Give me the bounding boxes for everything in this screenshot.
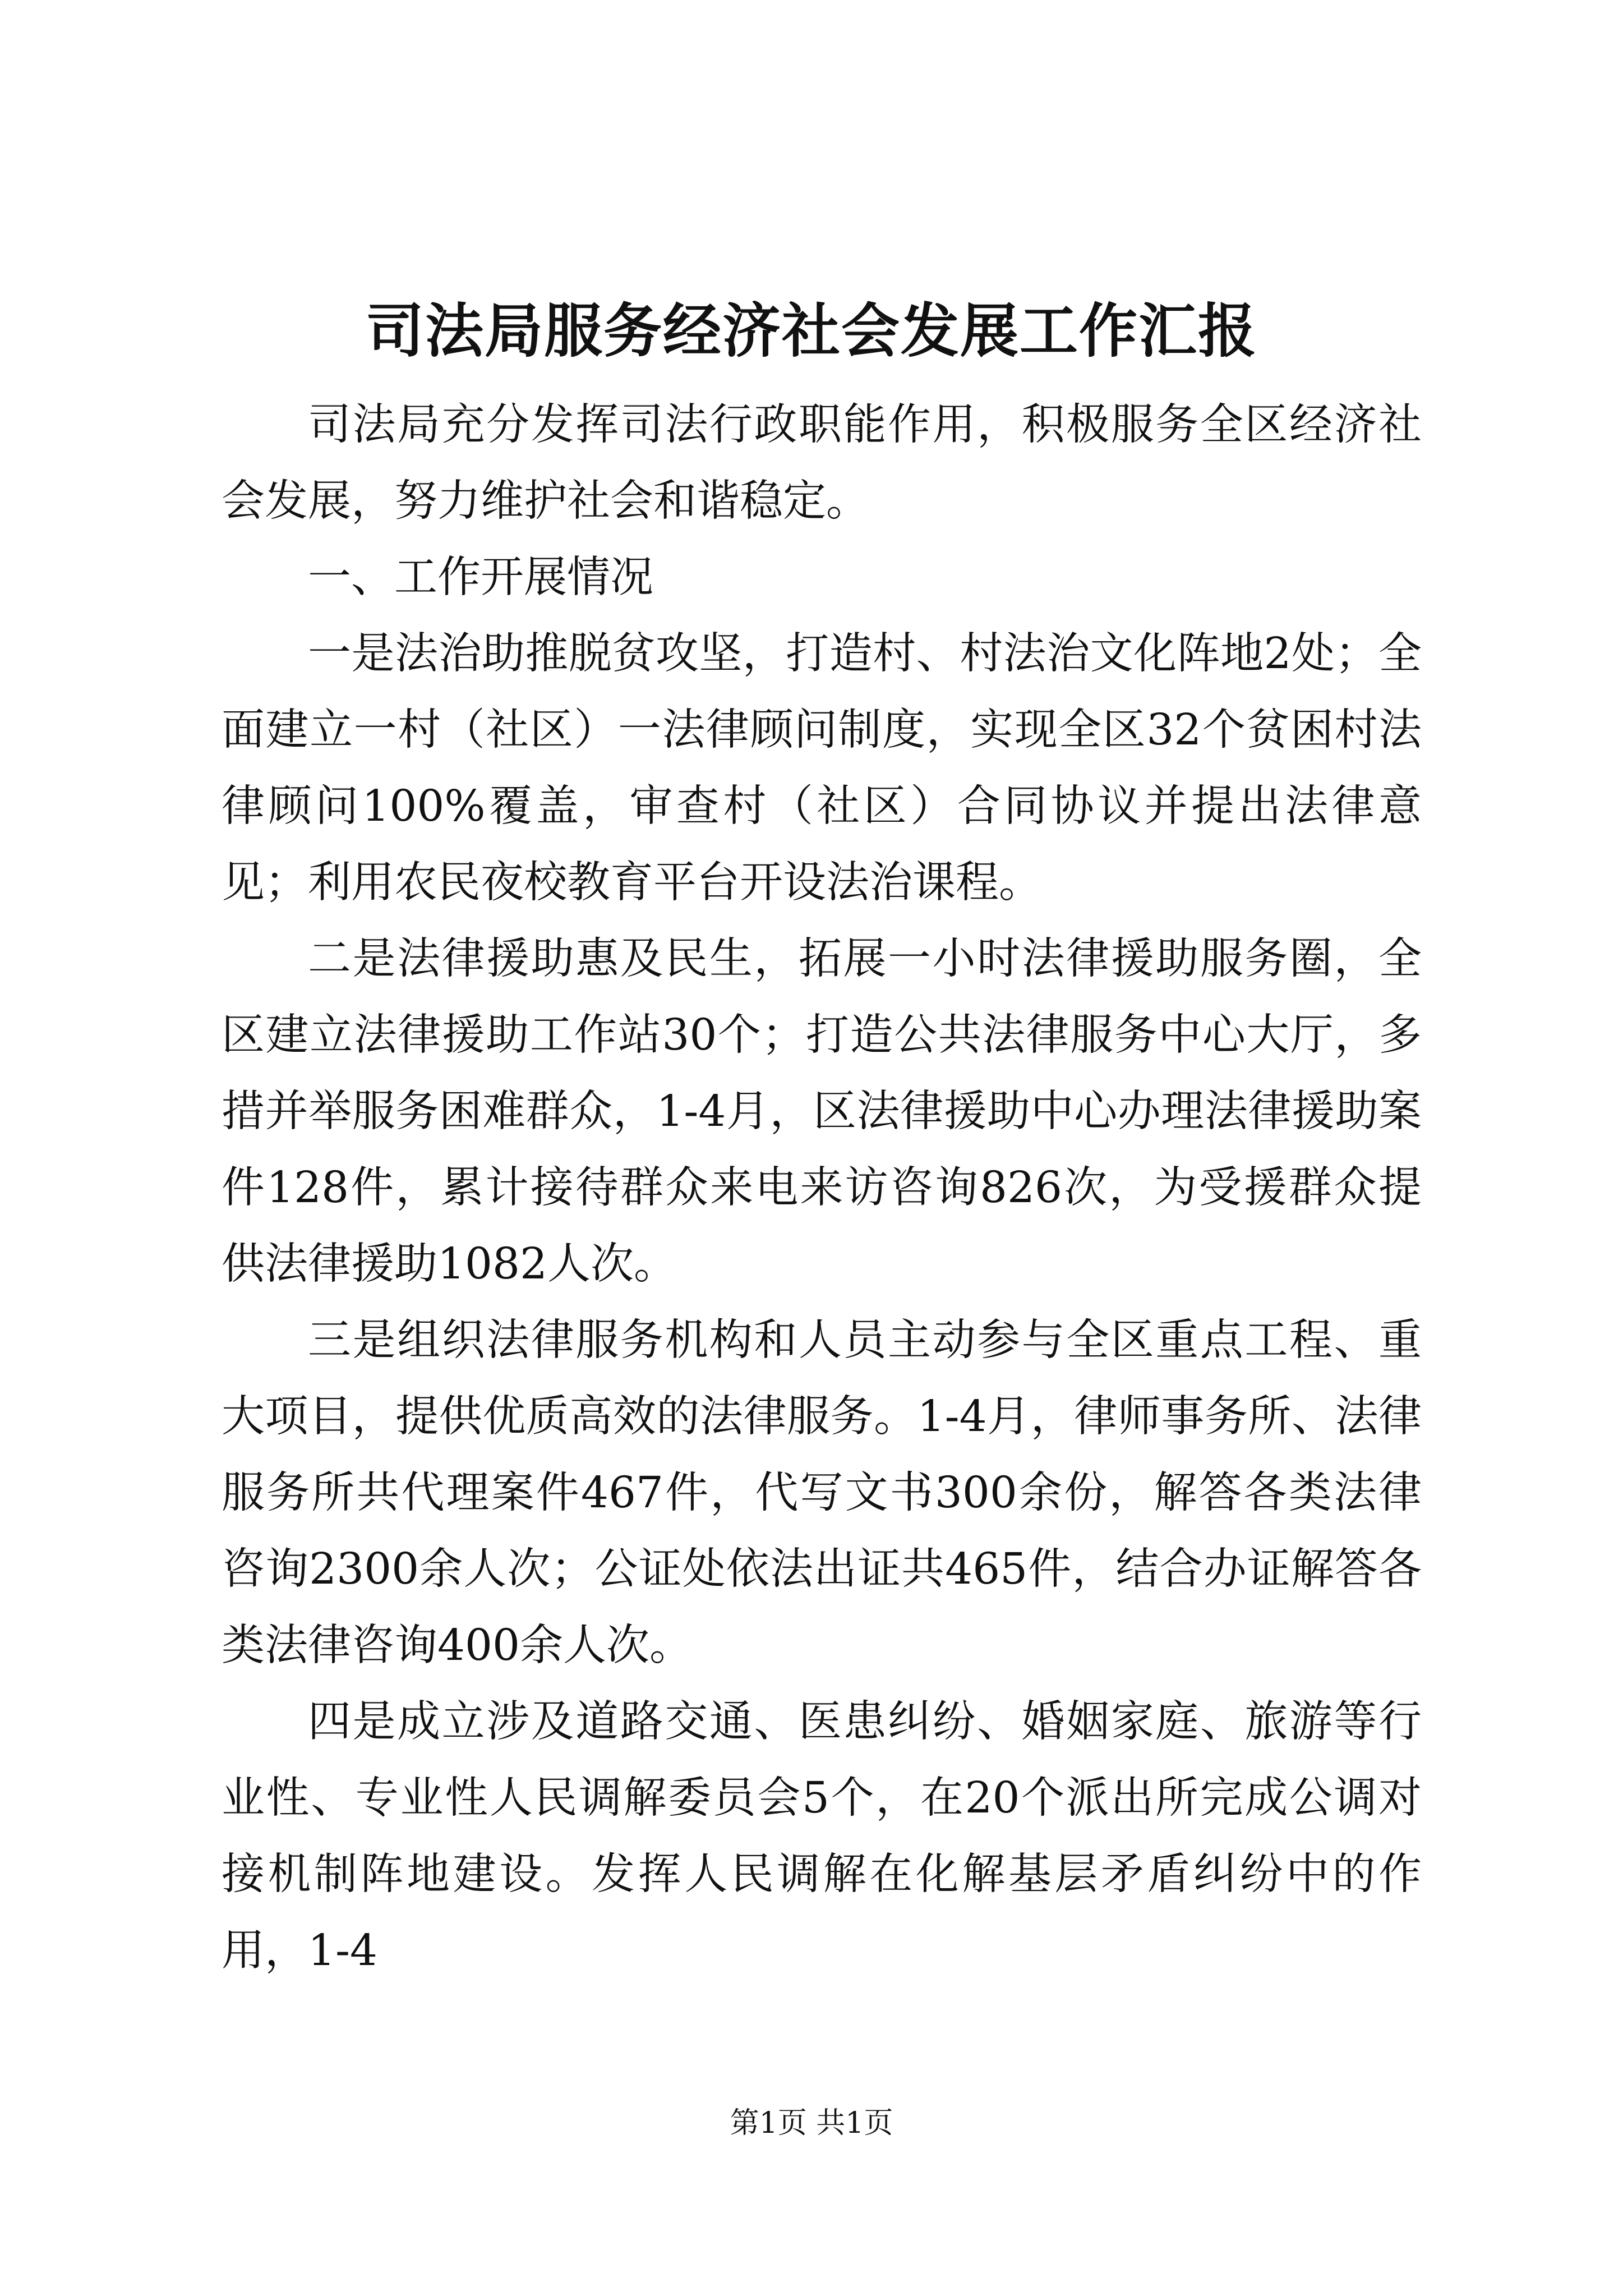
- paragraph-item-3: 三是组织法律服务机构和人员主动参与全区重点工程、重大项目，提供优质高效的法律服务。1-4月，律师事务所、法律服务所共代理案件467件，代写文书300余份，解答各类法律咨询2300余人次；公证处依法出证共465件，结合办证解答各类法律咨询400余人次。: [222, 1315, 1422, 1671]
- section-heading: 一、工作开展情况: [308, 553, 653, 602]
- paragraph-item-4: 四是成立涉及道路交通、医患纠纷、婚姻家庭、旅游等行业性、专业性人民调解委员会5个，在20个派出所完成公调对接机制阵地建设。发挥人民调解在化解基层矛盾纠纷中的作用，1-4: [222, 1697, 1422, 1976]
- page-footer: 第1页 共1页: [730, 2106, 893, 2140]
- document-title: 司法局服务经济社会发展工作汇报: [365, 296, 1257, 365]
- paragraph-item-2: 二是法律援助惠及民生，拓展一小时法律援助服务圈，全区建立法律援助工作站30个；打造公共法律服务中心大厅，多措并举服务困难群众，1-4月，区法律援助中心办理法律援助案件128件，累计接待群众来电来访咨询826次，为受援群众提供法律援助1082人次。: [222, 934, 1422, 1289]
- document-body: [222, 387, 1422, 1989]
- paragraph-item-1: 一是法治助推脱贫攻坚，打造村、村法治文化阵地2处；全面建立一村（社区）一法律顾问制度，实现全区32个贫困村法律顾问100%覆盖，审查村（社区）合同协议并提出法律意见；利用农民夜校教育平台开设法治课程。: [222, 629, 1422, 908]
- intro-paragraph: 司法局充分发挥司法行政职能作用，积极服务全区经济社会发展，努力维护社会和谐稳定。: [222, 400, 1422, 526]
